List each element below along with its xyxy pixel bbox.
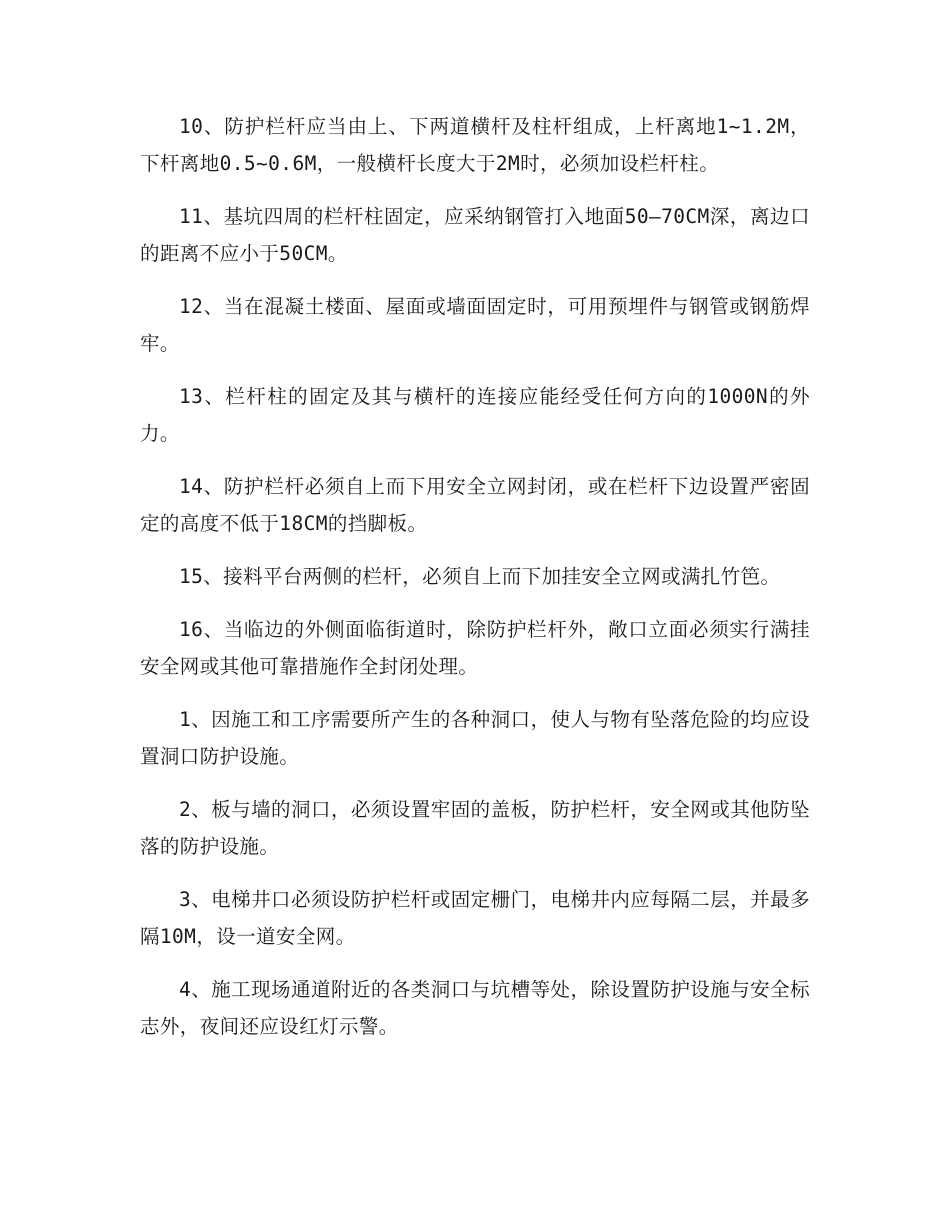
paragraph-10: 10、防护栏杆应当由上、下两道横杆及柱杆组成，上杆离地1~1.2M，下杆离地0.5~0.6M，一般横杆长度大于2M时，必须加设栏杆柱。 [140,115,810,175]
paragraph-13: 13、栏杆柱的固定及其与横杆的连接应能经受任何方向的1000N的外力。 [140,385,810,445]
paragraph-4: 4、施工现场通道附近的各类洞口与坑槽等处，除设置防护设施与安全标志外，夜间还应设红灯示警。 [140,978,810,1038]
paragraph-16: 16、当临边的外侧面临街道时，除防护栏杆外，敞口立面必须实行满挂安全网或其他可靠措施作全封闭处理。 [140,618,810,678]
paragraph-1: 1、因施工和工序需要所产生的各种洞口，使人与物有坠落危险的均应设置洞口防护设施。 [140,708,810,768]
document-body [140,108,810,1061]
paragraph-12: 12、当在混凝土楼面、屋面或墙面固定时，可用预埋件与钢管或钢筋焊牢。 [140,295,810,355]
paragraph-14: 14、防护栏杆必须自上而下用安全立网封闭，或在栏杆下边设置严密固定的高度不低于18CM的挡脚板。 [140,475,810,535]
paragraph-3: 3、电梯井口必须设防护栏杆或固定栅门，电梯井内应每隔二层，并最多隔10M，设一道安全网。 [140,888,810,948]
paragraph-2: 2、板与墙的洞口，必须设置牢固的盖板，防护栏杆，安全网或其他防坠落的防护设施。 [140,798,810,858]
paragraph-11: 11、基坑四周的栏杆柱固定，应采纳钢管打入地面50—70CM深，离边口的距离不应小于50CM。 [140,205,810,265]
paragraph-15: 15、接料平台两侧的栏杆，必须自上而下加挂安全立网或满扎竹笆。 [179,565,781,588]
